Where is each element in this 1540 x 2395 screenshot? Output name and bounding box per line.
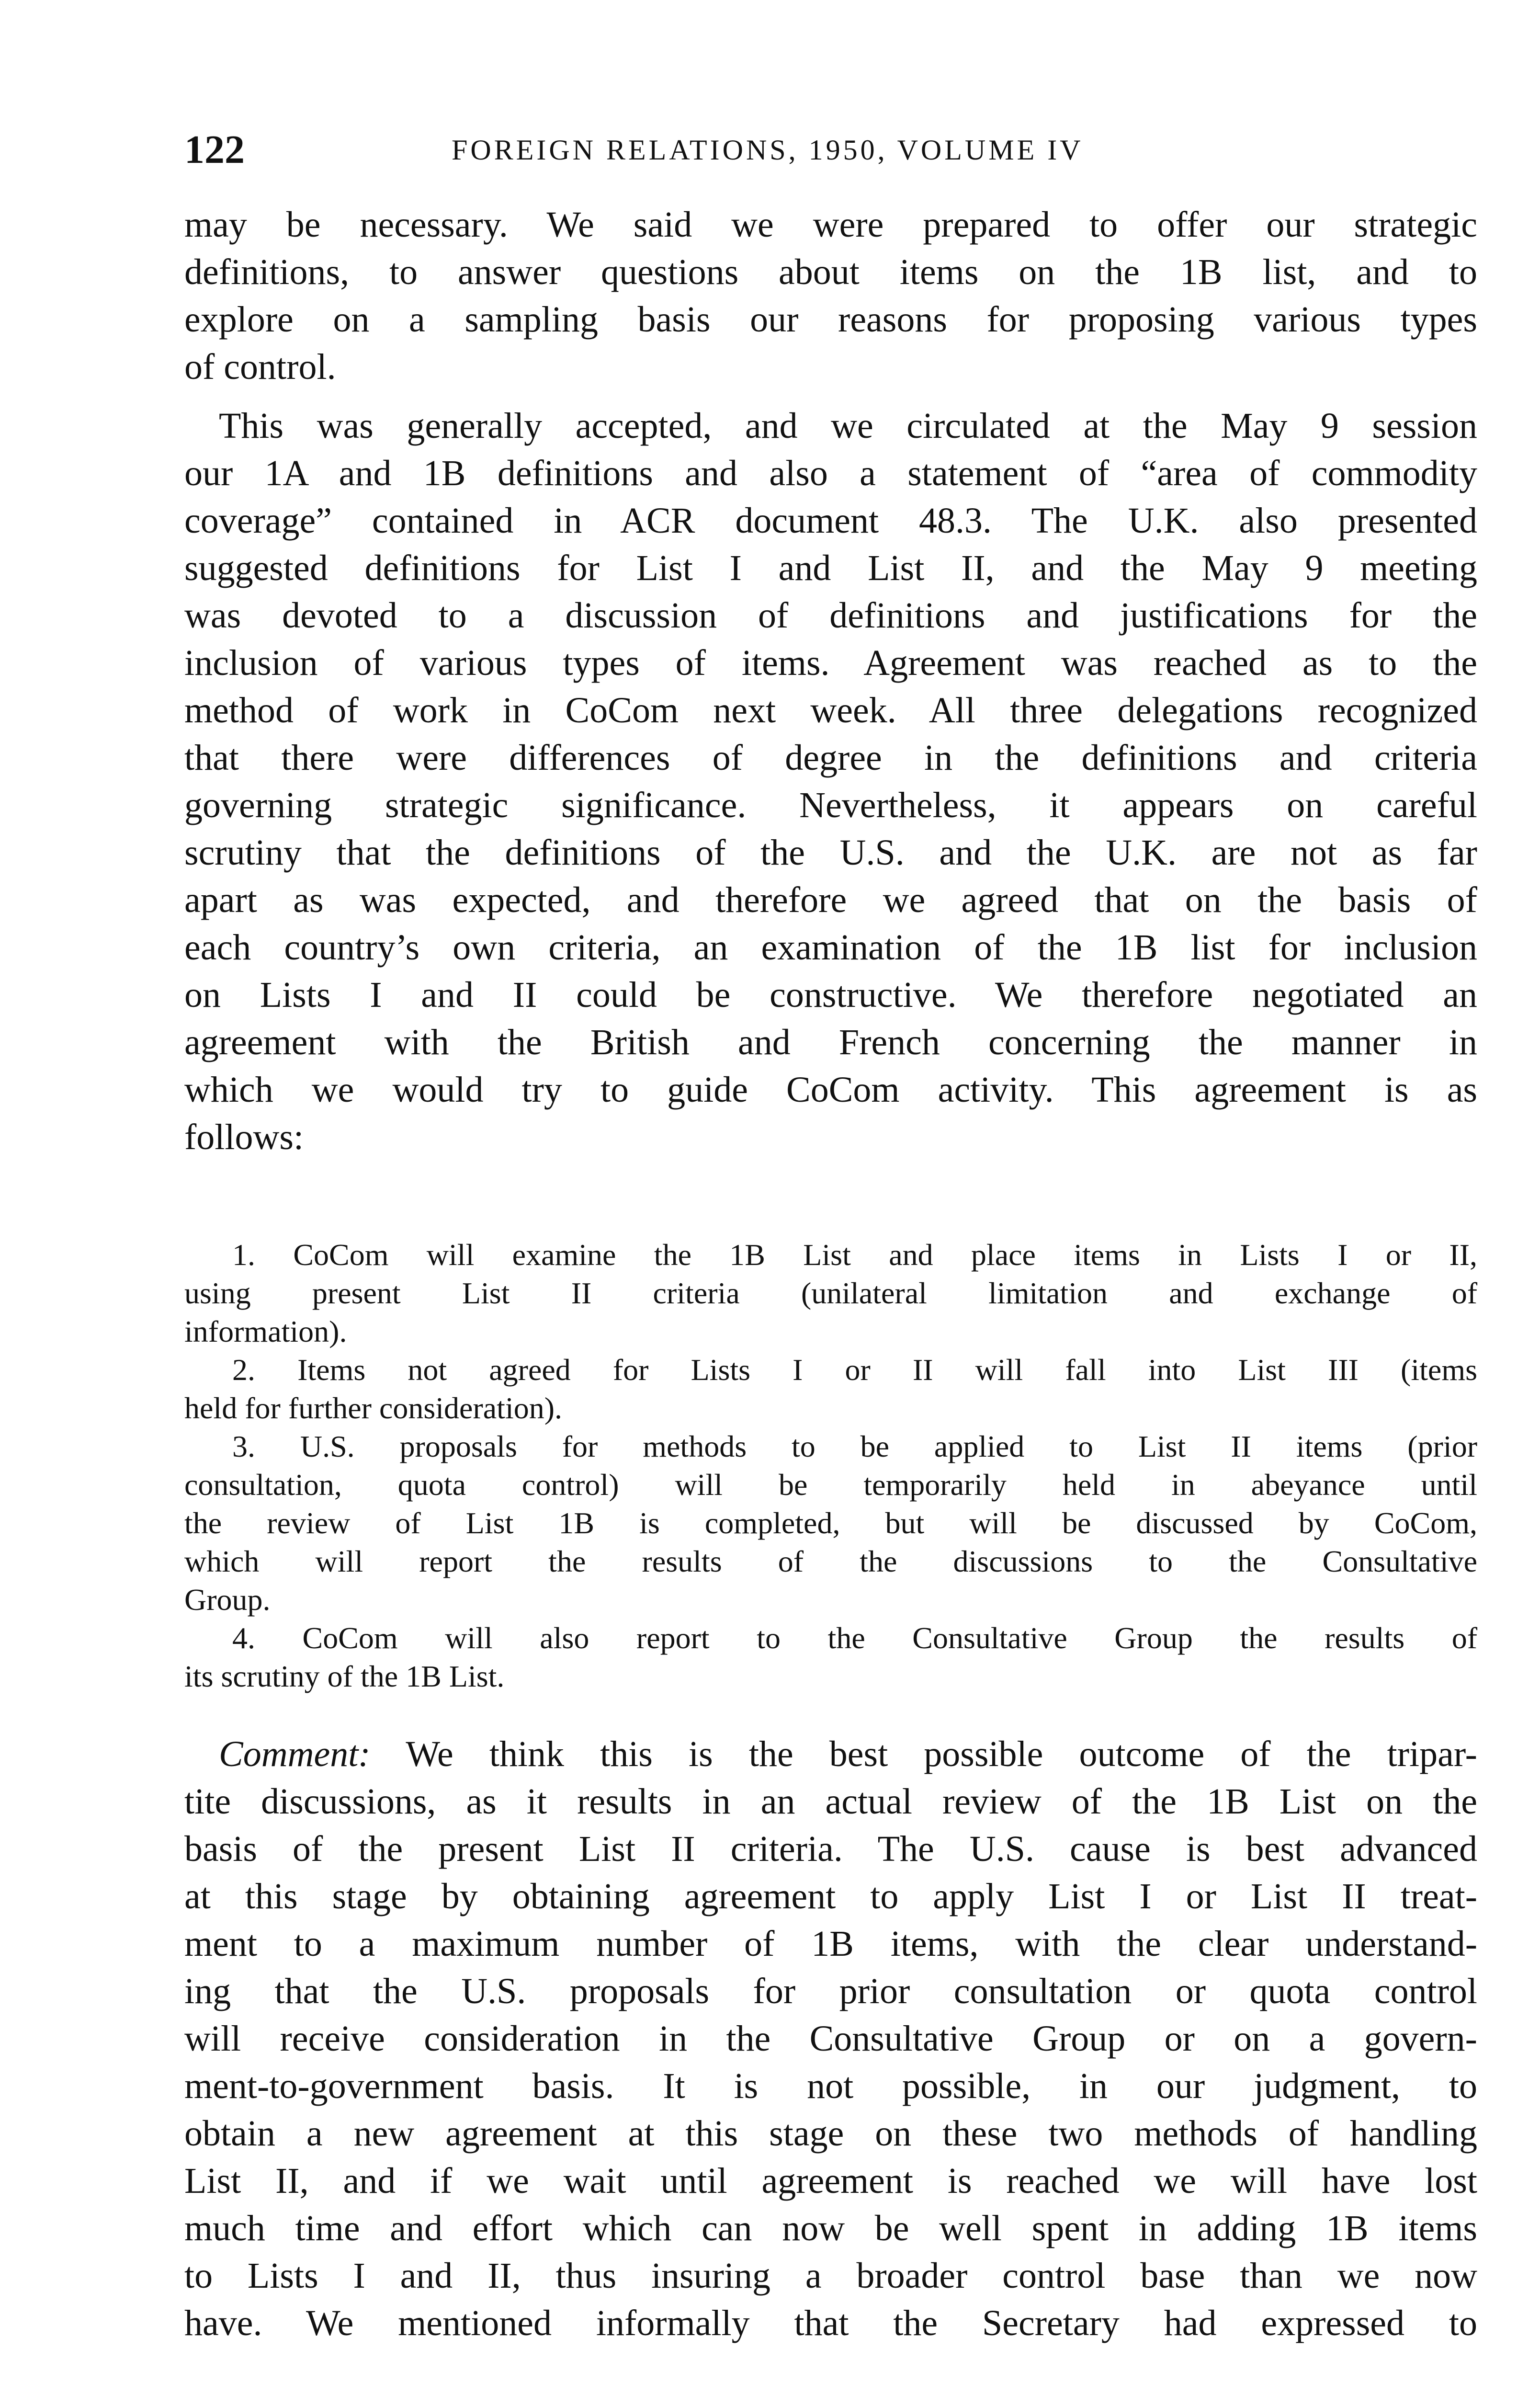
text-line: have. We mentioned informally that the Secretary had expressed to [184, 2303, 1477, 2343]
text-line: scrutiny that the definitions of the U.S. and the U.K. are not as far [184, 833, 1477, 873]
text-line [184, 1731, 1477, 1778]
paragraph-2 [184, 402, 1477, 1161]
list-item-line: consultation, quota control) will be temporarily held in abeyance until [184, 1468, 1477, 1502]
text-line: governing strategic significance. Nevertheless, it appears on careful [184, 785, 1477, 825]
page-number: 122 [184, 127, 245, 172]
text-line: tite discussions, as it results in an actual review of the 1B List on the [184, 1781, 1477, 1822]
text-line: List II, and if we wait until agreement is reached we will have lost [184, 2161, 1477, 2201]
text-line: that there were differences of degree in the definitions and criteria [184, 738, 1477, 778]
text-line: of control. [184, 347, 336, 387]
comment-paragraph [184, 1731, 1477, 2347]
text-line: ment to a maximum number of 1B items, with the clear understand- [184, 1924, 1477, 1964]
text-line: definitions, to answer questions about items on the 1B list, and to [184, 252, 1477, 292]
page-header [184, 124, 1477, 176]
list-item-line: 4. CoCom will also report to the Consultative Group the results of [232, 1621, 1477, 1655]
text-line: ing that the U.S. proposals for prior consultation or quota control [184, 1971, 1477, 2011]
text-line: obtain a new agreement at this stage on these two methods of handling [184, 2113, 1477, 2154]
text-line: will receive consideration in the Consultative Group or on a govern- [184, 2019, 1477, 2059]
text-line: may be necessary. We said we were prepared to offer our strategic [184, 205, 1477, 245]
text-line: agreement with the British and French concerning the manner in [184, 1022, 1477, 1062]
list-item-line: using present List II criteria (unilateral limitation and exchange of [184, 1276, 1477, 1310]
list-item-line: 1. CoCom will examine the 1B List and place items in Lists I or II, [232, 1238, 1477, 1272]
comment-first-line-text: We think this is the best possible outcome of the tripar- [406, 1734, 1477, 1774]
running-head: FOREIGN RELATIONS, 1950, VOLUME IV [452, 134, 1084, 166]
text-line: each country’s own criteria, an examination of the 1B list for inclusion [184, 927, 1477, 968]
list-item-line: the review of List 1B is completed, but will be discussed by CoCom, [184, 1506, 1477, 1540]
list-item-line: 2. Items not agreed for Lists I or II will fall into List III (items [232, 1353, 1477, 1387]
text-line: This was generally accepted, and we circulated at the May 9 session [219, 406, 1477, 446]
text-line: inclusion of various types of items. Agreement was reached as to the [184, 643, 1477, 683]
comment-label: Comment: [219, 1734, 371, 1774]
text-line: ment-to-government basis. It is not possible, in our judgment, to [184, 2066, 1477, 2106]
text-line: follows: [184, 1117, 304, 1157]
text-line: suggested definitions for List I and List II, and the May 9 meeting [184, 548, 1477, 588]
text-line: much time and effort which can now be well spent in adding 1B items [184, 2208, 1477, 2248]
text-line: method of work in CoCom next week. All three delegations recognized [184, 690, 1477, 730]
text-line: was devoted to a discussion of definitions and justifications for the [184, 595, 1477, 636]
text-line: at this stage by obtaining agreement to apply List I or List II treat- [184, 1876, 1477, 1916]
list-item-line: information). [184, 1314, 347, 1348]
paragraph-1 [184, 201, 1477, 391]
list-item-line: Group. [184, 1583, 271, 1617]
list-item-line: held for further consideration). [184, 1391, 563, 1425]
text-line: explore on a sampling basis our reasons for proposing various types [184, 299, 1477, 340]
list-item-line: 3. U.S. proposals for methods to be applied to List II items (prior [232, 1429, 1477, 1463]
text-line: to Lists I and II, thus insuring a broader control base than we now [184, 2256, 1477, 2296]
text-line: our 1A and 1B definitions and also a statement of “area of commodity [184, 453, 1477, 493]
text-line: coverage” contained in ACR document 48.3. The U.K. also presented [184, 501, 1477, 541]
text-line: apart as was expected, and therefore we agreed that on the basis of [184, 880, 1477, 920]
text-line: which we would try to guide CoCom activity. This agreement is as [184, 1070, 1477, 1110]
list-item-line: which will report the results of the discussions to the Consultative [184, 1544, 1477, 1578]
agreement-list [184, 1236, 1477, 1696]
list-item-line: its scrutiny of the 1B List. [184, 1659, 505, 1693]
text-line: basis of the present List II criteria. The U.S. cause is best advanced [184, 1829, 1477, 1869]
text-line: on Lists I and II could be constructive. We therefore negotiated an [184, 975, 1477, 1015]
